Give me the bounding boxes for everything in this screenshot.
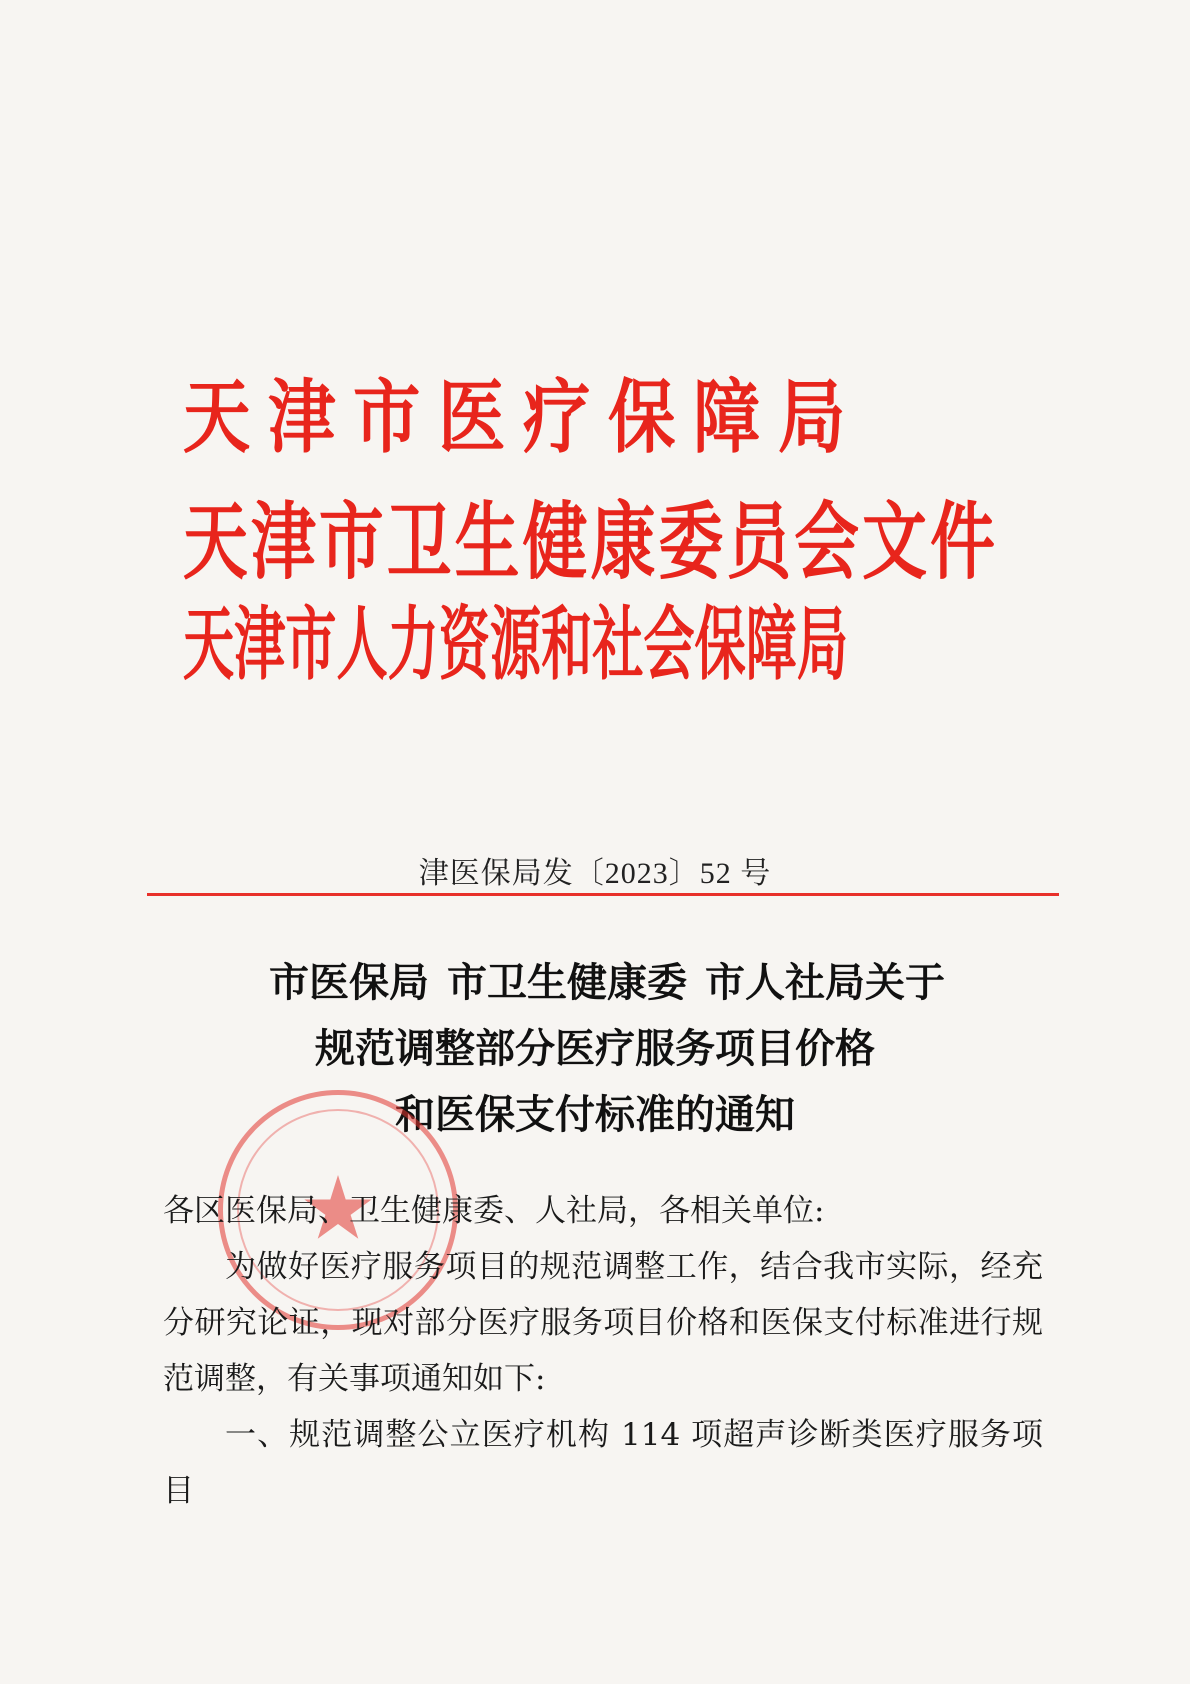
body-item-1: 一、规范调整公立医疗机构 114 项超声诊断类医疗服务项目 [163,1417,1043,1509]
title-line-2: 规范调整部分医疗服务项目价格 [315,1026,875,1072]
title-issuer-3: 市人社局关于 [705,960,945,1006]
masthead-line-1: 天津市医疗保障局 [183,371,863,464]
document-number: 津医保局发〔2023〕52 号 [418,857,772,890]
masthead-line-2: 天津市卫生健康委员会文件 [183,493,999,591]
title-issuer-2: 市卫生健康委 [447,960,687,1006]
document-body [163,1183,1043,1519]
title-line-1 [0,950,1190,1016]
masthead-line-3: 天津市人力资源和社会保障局 [183,598,848,691]
salutation: 各区医保局、卫生健康委、人社局，各相关单位: [163,1193,825,1229]
title-line-3: 和医保支付标准的通知 [395,1092,795,1138]
body-paragraph-1: 为做好医疗服务项目的规范调整工作，结合我市实际，经充分研究论证，现对部分医疗服务项目价格和医保支付标准进行规范调整，有关事项通知如下: [163,1249,1043,1397]
red-separator-line [147,893,1059,896]
title-issuer-1: 市医保局 [269,960,429,1006]
